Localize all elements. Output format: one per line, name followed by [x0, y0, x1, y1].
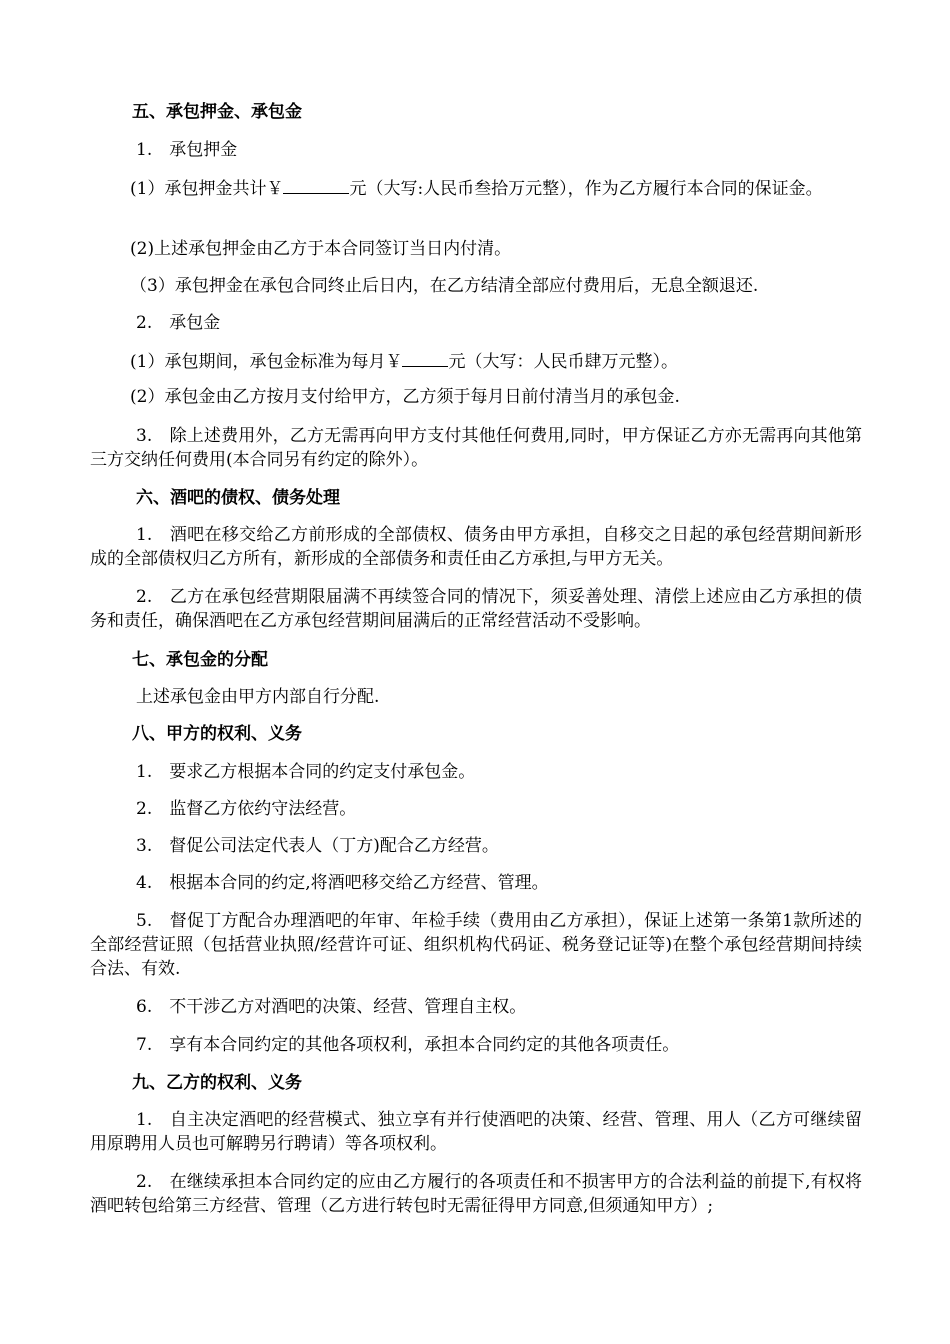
deposit-amount-blank [283, 175, 349, 194]
section-8-item-3: 3. 督促公司法定代表人（丁方)配合乙方经营。 [136, 836, 499, 856]
section-8-item-5: 5. 督促丁方配合办理酒吧的年审、年检手续（费用由乙方承担），保证上述第一条第1款所述的全部经营证照（包括营业执照/经营许可证、组织机构代码证、税务登记证等)在整个承包经营期间持续合法、有效. [90, 911, 862, 979]
section-8-item-4: 4. 根据本合同的约定,将酒吧移交给乙方经营、管理。 [136, 873, 549, 893]
section-9-item-1: 1. 自主决定酒吧的经营模式、独立享有并行使酒吧的决策、经营、管理、用人（乙方可继续留用原聘用人员也可解聘另行聘请）等各项权利。 [90, 1110, 862, 1154]
fee-text-start: (1）承包期间，承包金标准为每月￥ [130, 352, 403, 372]
section-5-para-5: (2）承包金由乙方按月支付给甲方，乙方须于每月日前付清当月的承包金. [130, 387, 680, 407]
section-8-item-2: 2. 监督乙方依约守法经营。 [136, 799, 357, 819]
section-5-para-1 [90, 175, 862, 201]
section-5-heading: 五、承包押金、承包金 [132, 102, 302, 122]
fee-text-end: 元（大写：人民币肆万元整）。 [448, 352, 678, 372]
section-8-item-7: 7. 享有本合同约定的其他各项权利，承担本合同约定的其他各项责任。 [136, 1035, 680, 1055]
section-7-heading: 七、承包金的分配 [132, 650, 268, 670]
section-7-para-1: 上述承包金由甲方内部自行分配. [136, 687, 380, 707]
section-5-item-2: 2. 承包金 [136, 313, 221, 333]
section-6-item-1: 1. 酒吧在移交给乙方前形成的全部债权、债务由甲方承担，自移交之日起的承包经营期间新形成的全部债权归乙方所有，新形成的全部债务和责任由乙方承担,与甲方无关。 [90, 525, 862, 569]
section-8-heading: 八、甲方的权利、义务 [132, 724, 302, 744]
deposit-text-start: (1）承包押金共计￥ [130, 179, 284, 199]
section-5-para-4 [130, 348, 902, 374]
section-9-heading: 九、乙方的权利、义务 [132, 1073, 302, 1093]
section-5-para-2: (2)上述承包押金由乙方于本合同签订当日内付清。 [130, 239, 512, 259]
section-8-item-1: 1. 要求乙方根据本合同的约定支付承包金。 [136, 762, 476, 782]
deposit-text-end: 元（大写:人民币叁拾万元整），作为乙方履行本合同的保证金。 [349, 179, 823, 199]
section-5-para-3: （3）承包押金在承包合同终止后日内，在乙方结清全部应付费用后，无息全额退还. [130, 276, 759, 296]
section-6-item-2: 2. 乙方在承包经营期限届满不再续签合同的情况下，须妥善处理、清偿上述应由乙方承担的债务和责任，确保酒吧在乙方承包经营期间届满后的正常经营活动不受影响。 [90, 587, 862, 631]
section-9-item-2: 2. 在继续承担本合同约定的应由乙方履行的各项责任和不损害甲方的合法利益的前提下,有权将酒吧转包给第三方经营、管理（乙方进行转包时无需征得甲方同意,但须通知甲方）; [90, 1172, 862, 1216]
section-6-heading: 六、酒吧的债权、债务处理 [136, 488, 340, 508]
section-5-item-1: 1. 承包押金 [136, 140, 238, 160]
section-5-item-3: 3. 除上述费用外，乙方无需再向甲方支付其他任何费用,同时，甲方保证乙方亦无需再向其他第三方交纳任何费用(本合同另有约定的除外）。 [90, 426, 862, 470]
fee-amount-blank [402, 348, 448, 367]
section-8-item-6: 6. 不干涉乙方对酒吧的决策、经营、管理自主权。 [136, 997, 527, 1017]
